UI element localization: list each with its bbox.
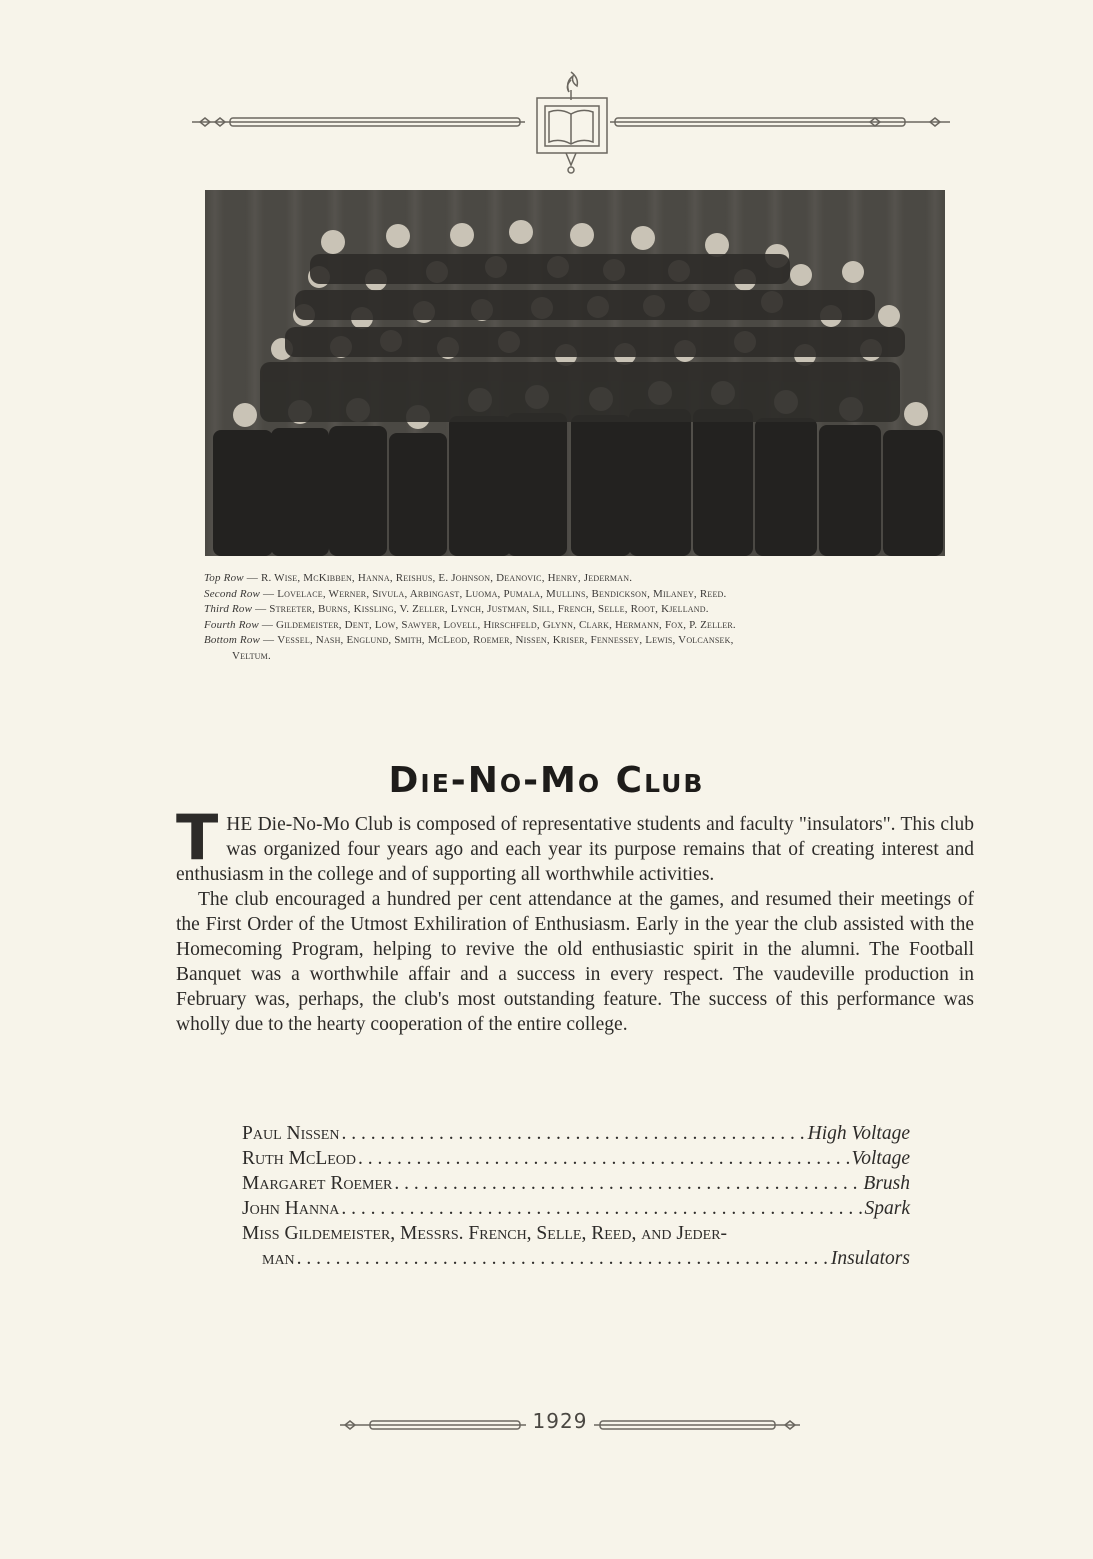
officer-row	[242, 1146, 910, 1171]
caption-row-label: Third Row	[204, 603, 253, 616]
officer-row	[242, 1171, 910, 1196]
officer-role: Voltage	[851, 1148, 910, 1169]
caption-row-names: Vessel, Nash, Englund, Smith, McLeod, Roemer, Nissen, Kriser, Fennessey, Lewis, Volcansek,	[277, 634, 734, 647]
officer-role: Spark	[864, 1198, 910, 1219]
caption-row-fourth	[204, 618, 964, 634]
header-ornament	[0, 70, 1093, 180]
caption-row-names: R. Wise, McKibben, Hanna, Reishus, E. Johnson, Deanovic, Henry, Jederman.	[260, 572, 633, 584]
officer-row	[242, 1121, 910, 1146]
leader-dots	[341, 1121, 805, 1146]
paragraph-1-text: HE Die-No-Mo Club is composed of representative students and faculty "insulators". This club was organized four years ago and each year its purpose remains that of creating interest and enthusiasm in the college and of supporting all worthwhile activities.	[176, 814, 974, 885]
caption-row-label: Top Row	[204, 572, 244, 584]
leader-dots	[358, 1146, 849, 1171]
leader-dots	[341, 1196, 862, 1221]
caption-row-names: Gildemeister, Dent, Low, Sawyer, Lovell, Hirschfeld, Glynn, Clark, Hermann, Fox, P. Zeller.	[275, 618, 736, 631]
officer-name: Paul Nissen	[242, 1123, 340, 1144]
caption-row-names: Lovelace, Werner, Sivula, Arbingast, Luoma, Pumala, Mullins, Bendickson, Milaney, Reed.	[277, 587, 727, 600]
caption-row-label: Bottom Row	[204, 634, 261, 647]
caption-row-top	[204, 571, 964, 587]
footer-year: 1929	[532, 1409, 588, 1433]
officer-name: Margaret Roemer	[242, 1173, 393, 1194]
caption-separator: —	[243, 572, 261, 584]
caption-row-names: Streeter, Burns, Kissling, V. Zeller, Lynch, Justman, Sill, French, Selle, Root, Kjelland.	[269, 603, 709, 616]
officer-role: Brush	[863, 1173, 910, 1194]
insulators-names-cont: man	[262, 1248, 295, 1269]
caption-row-label: Fourth Row	[204, 618, 259, 631]
leader-dots	[394, 1171, 861, 1196]
article-body	[176, 801, 974, 1037]
officer-role: Insulators	[830, 1248, 910, 1269]
insulators-names: Miss Gildemeister, Messrs. French, Selle, Reed, and Jeder-	[242, 1223, 728, 1244]
caption-row-bottom	[204, 633, 964, 649]
caption-row-second	[204, 587, 964, 603]
insulators-row-2	[242, 1246, 910, 1271]
group-photo	[205, 190, 945, 556]
officer-name: John Hanna	[242, 1198, 340, 1219]
caption-separator: —	[260, 634, 278, 647]
caption-separator: —	[260, 587, 278, 600]
paragraph-1	[176, 801, 974, 887]
caption-continuation: Veltum.	[232, 649, 271, 662]
page-title: Die-No-Mo Club	[388, 760, 705, 801]
paragraph-2: The club encouraged a hundred per cent attendance at the games, and resumed their meetings of the First Order of the Utmost Exhiliration of Enthusiasm. Early in the year the club assisted with the Homecoming Program, helping to revive the old enthusiastic spirit in the alumni. The Football Banquet was a worthwhile affair and a success in every respect. The vaudeville production in February was, perhaps, the club's most outstanding feature. The success of this performance was wholly due to the hearty cooperation of the entire college.	[176, 889, 974, 1035]
officers-list	[242, 1121, 910, 1271]
photo-caption	[204, 571, 964, 665]
photo-silhouettes	[205, 190, 945, 556]
drop-cap: T	[176, 801, 219, 874]
caption-separator: —	[252, 603, 270, 616]
caption-row-third	[204, 602, 964, 618]
officer-row	[242, 1196, 910, 1221]
caption-separator: —	[258, 618, 276, 631]
officer-name: Ruth McLeod	[242, 1148, 357, 1169]
officer-role: High Voltage	[807, 1123, 910, 1144]
leader-dots	[297, 1246, 829, 1271]
caption-row-label: Second Row	[204, 587, 261, 600]
insulators-row-1	[242, 1221, 910, 1246]
